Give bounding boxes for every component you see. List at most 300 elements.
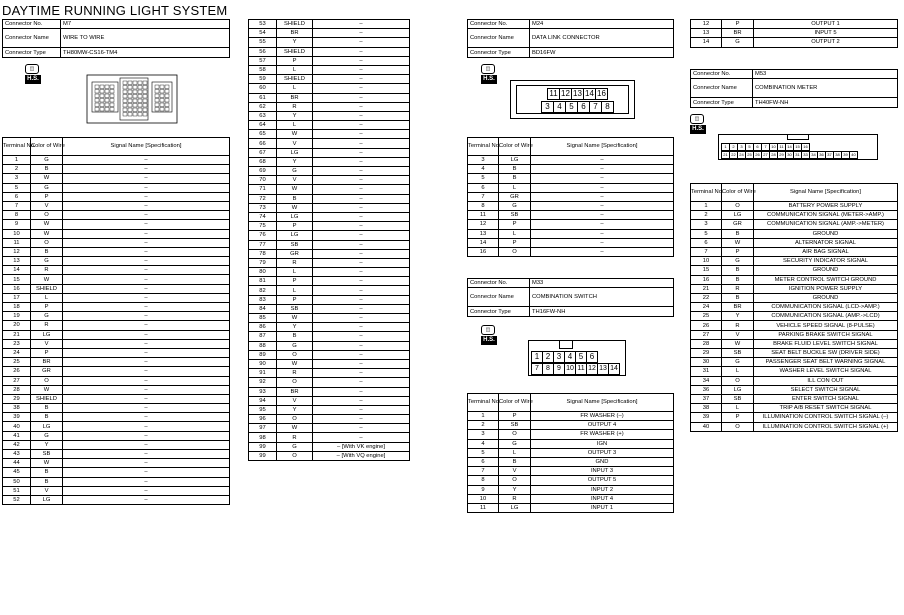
terminal-cell: 11 bbox=[3, 238, 31, 247]
terminal-cell: 29 bbox=[691, 349, 722, 358]
signal-cell: OUTPUT 5 bbox=[531, 476, 674, 485]
terminal-cell: 1 bbox=[468, 412, 499, 421]
table-row bbox=[3, 247, 230, 256]
signal-cell: – bbox=[63, 358, 230, 367]
terminal-cell: 37 bbox=[691, 394, 722, 403]
signal-cell: OUTPUT 4 bbox=[531, 421, 674, 430]
table-row bbox=[3, 404, 230, 413]
table-row bbox=[249, 350, 410, 359]
color-cell: BR bbox=[31, 358, 63, 367]
connector-pin: 3 bbox=[541, 101, 554, 113]
signal-cell: – bbox=[313, 387, 410, 396]
signal-cell: – bbox=[63, 348, 230, 357]
table-row bbox=[249, 249, 410, 258]
terminal-cell: 57 bbox=[249, 56, 277, 65]
signal-cell: – bbox=[63, 229, 230, 238]
signal-cell: ENTER SWITCH SIGNAL bbox=[754, 394, 898, 403]
label-connector-name: Connector Name bbox=[3, 29, 61, 48]
signal-cell: – bbox=[313, 29, 410, 38]
terminal-cell: 14 bbox=[468, 238, 499, 247]
connector-pin: 7 bbox=[531, 363, 543, 375]
terminal-cell: 6 bbox=[468, 457, 499, 466]
signal-cell: – bbox=[313, 249, 410, 258]
terminal-cell: 81 bbox=[249, 277, 277, 286]
table-row bbox=[691, 394, 898, 403]
table-row bbox=[249, 65, 410, 74]
connector-pin: 36 bbox=[817, 151, 826, 159]
connector-pin: 1 bbox=[721, 143, 730, 151]
signal-cell: – bbox=[531, 201, 674, 210]
table-row bbox=[249, 203, 410, 212]
color-cell: V bbox=[722, 330, 754, 339]
terminal-cell: 26 bbox=[691, 321, 722, 330]
connector-pin: 16 bbox=[595, 88, 608, 100]
connector-pin: 6 bbox=[586, 351, 598, 363]
terminal-table-m24 bbox=[467, 137, 674, 257]
color-cell: G bbox=[31, 431, 63, 440]
color-cell: R bbox=[31, 321, 63, 330]
signal-cell: – bbox=[63, 376, 230, 385]
terminal-cell: 12 bbox=[468, 220, 499, 229]
signal-cell: – bbox=[63, 486, 230, 495]
terminal-cell: 4 bbox=[468, 165, 499, 174]
signal-cell: – bbox=[313, 304, 410, 313]
terminal-cell: 75 bbox=[249, 222, 277, 231]
table-row bbox=[3, 211, 230, 220]
table-row bbox=[249, 415, 410, 424]
signal-cell: – bbox=[313, 130, 410, 139]
terminal-cell: 3 bbox=[468, 156, 499, 165]
terminal-cell: 89 bbox=[249, 350, 277, 359]
terminal-cell: 7 bbox=[691, 247, 722, 256]
connector-pin: 6 bbox=[753, 143, 762, 151]
terminal-cell: 5 bbox=[691, 229, 722, 238]
color-cell: G bbox=[277, 442, 313, 451]
color-cell: P bbox=[722, 247, 754, 256]
table-row bbox=[691, 220, 898, 229]
color-cell: Y bbox=[499, 485, 531, 494]
color-cell: L bbox=[277, 84, 313, 93]
signal-cell: – bbox=[313, 65, 410, 74]
hs-badge: ◫ H.S. bbox=[481, 64, 497, 84]
value-connector-type: BD16FW bbox=[530, 48, 674, 58]
signal-cell: – bbox=[313, 194, 410, 203]
table-row bbox=[468, 238, 674, 247]
color-cell: V bbox=[277, 176, 313, 185]
terminal-cell: 5 bbox=[468, 448, 499, 457]
terminal-table-m33 bbox=[467, 393, 674, 513]
color-cell: L bbox=[277, 268, 313, 277]
color-cell: W bbox=[277, 203, 313, 212]
value-connector-type: TH80MW-CS16-TM4 bbox=[61, 48, 230, 58]
color-cell: GR bbox=[499, 192, 531, 201]
terminal-cell: 74 bbox=[249, 212, 277, 221]
color-cell: G bbox=[31, 183, 63, 192]
connector-pin: 3 bbox=[737, 143, 746, 151]
table-row bbox=[3, 220, 230, 229]
signal-cell: – bbox=[313, 102, 410, 111]
connector-pin: 12 bbox=[586, 363, 598, 375]
color-cell: W bbox=[277, 314, 313, 323]
value-connector-no: M7 bbox=[61, 20, 230, 29]
terminal-cell: 8 bbox=[468, 476, 499, 485]
connector-pin: 11 bbox=[547, 88, 560, 100]
table-row bbox=[3, 183, 230, 192]
table-row bbox=[468, 485, 674, 494]
header-terminal: Terminal No. bbox=[468, 138, 499, 156]
color-cell: SB bbox=[277, 240, 313, 249]
color-cell: B bbox=[277, 194, 313, 203]
connector-pin: 40 bbox=[849, 151, 858, 159]
signal-cell: – bbox=[313, 93, 410, 102]
color-cell: LG bbox=[499, 503, 531, 512]
terminal-cell: 55 bbox=[249, 38, 277, 47]
signal-cell: – bbox=[63, 284, 230, 293]
signal-cell: – bbox=[313, 56, 410, 65]
color-cell: R bbox=[277, 433, 313, 442]
table-row bbox=[249, 268, 410, 277]
connector-pin: 38 bbox=[833, 151, 842, 159]
color-cell: O bbox=[722, 376, 754, 385]
signal-cell: ILLUMINATION CONTROL SWITCH SIGNAL (+) bbox=[754, 422, 898, 431]
color-cell: SB bbox=[277, 304, 313, 313]
connector-pin: 22 bbox=[729, 151, 738, 159]
color-cell: W bbox=[31, 459, 63, 468]
signal-cell: INPUT 2 bbox=[531, 485, 674, 494]
color-cell: BR bbox=[277, 93, 313, 102]
color-cell: B bbox=[277, 332, 313, 341]
color-cell: O bbox=[722, 202, 754, 211]
connector-pin: 6 bbox=[577, 101, 590, 113]
table-row bbox=[249, 424, 410, 433]
terminal-cell: 53 bbox=[249, 20, 277, 29]
table-row bbox=[468, 430, 674, 439]
terminal-cell: 51 bbox=[3, 486, 31, 495]
color-cell: GR bbox=[722, 220, 754, 229]
signal-cell: SELECT SWITCH SIGNAL bbox=[754, 385, 898, 394]
signal-cell: – [With VK engine] bbox=[313, 442, 410, 451]
connector-pin: 37 bbox=[825, 151, 834, 159]
table-row bbox=[3, 459, 230, 468]
terminal-cell: 99 bbox=[249, 442, 277, 451]
terminal-cell: 91 bbox=[249, 369, 277, 378]
terminal-cell: 41 bbox=[3, 431, 31, 440]
signal-cell: – bbox=[313, 396, 410, 405]
terminal-cell: 88 bbox=[249, 341, 277, 350]
terminal-cell: 5 bbox=[3, 183, 31, 192]
terminal-cell: 1 bbox=[691, 202, 722, 211]
terminal-table-m7-a bbox=[2, 137, 230, 505]
terminal-cell: 63 bbox=[249, 111, 277, 120]
terminal-cell: 30 bbox=[691, 358, 722, 367]
table-row bbox=[3, 431, 230, 440]
terminal-cell: 18 bbox=[3, 303, 31, 312]
signal-cell: BRAKE FLUID LEVEL SWITCH SIGNAL bbox=[754, 339, 898, 348]
signal-cell: IGNITION POWER SUPPLY bbox=[754, 284, 898, 293]
color-cell: B bbox=[499, 165, 531, 174]
header-color: Color of Wire bbox=[499, 394, 531, 412]
table-row bbox=[249, 222, 410, 231]
color-cell: GR bbox=[277, 249, 313, 258]
signal-cell: PASSENGER SEAT BELT WARNING SIGNAL bbox=[754, 358, 898, 367]
signal-cell: BATTERY POWER SUPPLY bbox=[754, 202, 898, 211]
header-signal: Signal Name [Specification] bbox=[531, 394, 674, 412]
color-cell: O bbox=[277, 415, 313, 424]
signal-cell: – bbox=[313, 231, 410, 240]
terminal-cell: 13 bbox=[3, 257, 31, 266]
connector-pin: 5 bbox=[565, 101, 578, 113]
signal-cell: – bbox=[63, 459, 230, 468]
table-row bbox=[249, 442, 410, 451]
connector-pin: 4 bbox=[564, 351, 576, 363]
table-row bbox=[3, 348, 230, 357]
color-cell: R bbox=[277, 369, 313, 378]
terminal-cell: 21 bbox=[691, 284, 722, 293]
value-connector-name: COMBINATION SWITCH bbox=[530, 288, 674, 307]
signal-cell: COMMUNICATION SIGNAL (LCD->AMP.) bbox=[754, 303, 898, 312]
signal-cell: – bbox=[313, 203, 410, 212]
table-row bbox=[249, 433, 410, 442]
table-row bbox=[691, 404, 898, 413]
connector-pin: 11 bbox=[777, 143, 786, 151]
table-row bbox=[691, 413, 898, 422]
signal-cell: – bbox=[63, 413, 230, 422]
terminal-cell: 23 bbox=[3, 339, 31, 348]
signal-cell: – bbox=[63, 468, 230, 477]
color-cell: P bbox=[31, 192, 63, 201]
label-connector-type: Connector Type bbox=[468, 307, 530, 317]
signal-cell: – bbox=[63, 367, 230, 376]
color-cell: W bbox=[277, 424, 313, 433]
terminal-cell: 12 bbox=[3, 247, 31, 256]
terminal-cell: 92 bbox=[249, 378, 277, 387]
color-cell: P bbox=[499, 412, 531, 421]
signal-cell: GROUND bbox=[754, 293, 898, 302]
signal-cell: – bbox=[313, 314, 410, 323]
color-cell: L bbox=[31, 293, 63, 302]
signal-cell: – bbox=[63, 201, 230, 210]
table-row bbox=[468, 174, 674, 183]
table-row bbox=[3, 165, 230, 174]
color-cell: SHIELD bbox=[277, 47, 313, 56]
signal-cell: – bbox=[313, 378, 410, 387]
header-color: Color of Wire bbox=[722, 184, 754, 202]
terminal-cell: 96 bbox=[249, 415, 277, 424]
label-connector-type: Connector Type bbox=[691, 98, 753, 108]
connector-face-m7 bbox=[86, 74, 178, 124]
terminal-cell: 24 bbox=[3, 348, 31, 357]
table-row bbox=[249, 396, 410, 405]
color-cell: LG bbox=[722, 211, 754, 220]
terminal-cell: 20 bbox=[3, 321, 31, 330]
color-cell: W bbox=[722, 339, 754, 348]
color-cell: B bbox=[31, 477, 63, 486]
table-row bbox=[3, 468, 230, 477]
connector-pin: 21 bbox=[721, 151, 730, 159]
color-cell: O bbox=[31, 376, 63, 385]
signal-cell: – bbox=[63, 303, 230, 312]
terminal-cell: 58 bbox=[249, 65, 277, 74]
table-row bbox=[249, 139, 410, 148]
terminal-cell: 99 bbox=[249, 451, 277, 460]
terminal-cell: 90 bbox=[249, 359, 277, 368]
signal-cell: IGN bbox=[531, 439, 674, 448]
label-connector-name: Connector Name bbox=[691, 79, 753, 98]
signal-cell: INPUT 3 bbox=[531, 467, 674, 476]
color-cell: V bbox=[31, 486, 63, 495]
table-row bbox=[249, 167, 410, 176]
signal-cell: – bbox=[63, 247, 230, 256]
table-row bbox=[468, 457, 674, 466]
table-row bbox=[249, 286, 410, 295]
header-terminal: Terminal No. bbox=[468, 394, 499, 412]
color-cell: V bbox=[277, 396, 313, 405]
table-row bbox=[468, 229, 674, 238]
signal-cell: FR WASHER (+) bbox=[531, 430, 674, 439]
table-row bbox=[468, 476, 674, 485]
color-cell: B bbox=[31, 165, 63, 174]
color-cell: L bbox=[722, 404, 754, 413]
table-row bbox=[691, 202, 898, 211]
signal-cell: – bbox=[313, 369, 410, 378]
color-cell: V bbox=[277, 139, 313, 148]
table-row bbox=[3, 312, 230, 321]
color-cell: B bbox=[722, 293, 754, 302]
signal-cell: – bbox=[63, 257, 230, 266]
table-row bbox=[3, 303, 230, 312]
signal-cell: – bbox=[313, 84, 410, 93]
color-cell: O bbox=[499, 430, 531, 439]
color-cell: G bbox=[31, 257, 63, 266]
value-connector-no: M33 bbox=[530, 279, 674, 288]
color-cell: BR bbox=[277, 387, 313, 396]
color-cell: SB bbox=[499, 421, 531, 430]
terminal-cell: 21 bbox=[3, 330, 31, 339]
table-row bbox=[468, 439, 674, 448]
color-cell: L bbox=[277, 286, 313, 295]
connector-pin: 16 bbox=[801, 143, 810, 151]
signal-cell: – bbox=[63, 183, 230, 192]
signal-cell: – bbox=[531, 183, 674, 192]
color-cell: LG bbox=[31, 330, 63, 339]
signal-cell: VEHICLE SPEED SIGNAL (8-PULSE) bbox=[754, 321, 898, 330]
table-row bbox=[249, 258, 410, 267]
signal-cell: – bbox=[313, 433, 410, 442]
terminal-table-m53 bbox=[690, 183, 898, 432]
signal-cell: – bbox=[63, 174, 230, 183]
table-row bbox=[468, 156, 674, 165]
terminal-cell: 7 bbox=[468, 467, 499, 476]
signal-cell: ILL CON OUT bbox=[754, 376, 898, 385]
table-row bbox=[691, 20, 898, 29]
color-cell: P bbox=[31, 303, 63, 312]
table-row bbox=[249, 231, 410, 240]
terminal-cell: 13 bbox=[468, 229, 499, 238]
terminal-table-m7-b bbox=[248, 19, 410, 461]
signal-cell: COMMUNICATION SIGNAL (AMP.->LCD) bbox=[754, 312, 898, 321]
color-cell: SHIELD bbox=[277, 20, 313, 29]
connector-pin: 25 bbox=[745, 151, 754, 159]
header-signal: Signal Name [Specification] bbox=[531, 138, 674, 156]
terminal-cell: 12 bbox=[691, 20, 722, 29]
terminal-table-m33-cont bbox=[690, 19, 898, 48]
signal-cell: – bbox=[63, 211, 230, 220]
color-cell: W bbox=[31, 220, 63, 229]
signal-cell: – bbox=[531, 211, 674, 220]
terminal-cell: 76 bbox=[249, 231, 277, 240]
hs-badge: ◫ H.S. bbox=[481, 325, 497, 345]
table-row bbox=[3, 275, 230, 284]
table-row bbox=[691, 257, 898, 266]
signal-cell: – bbox=[63, 266, 230, 275]
connector-pin: 10 bbox=[769, 143, 778, 151]
connector-pin: 28 bbox=[769, 151, 778, 159]
table-row bbox=[249, 378, 410, 387]
color-cell: L bbox=[722, 367, 754, 376]
table-row bbox=[468, 211, 674, 220]
signal-cell: – bbox=[63, 450, 230, 459]
terminal-cell: 85 bbox=[249, 314, 277, 323]
color-cell: Y bbox=[277, 405, 313, 414]
signal-cell: COMMUNICATION SIGNAL (METER->AMP.) bbox=[754, 211, 898, 220]
color-cell: P bbox=[499, 220, 531, 229]
label-connector-type: Connector Type bbox=[3, 48, 61, 58]
signal-cell: – bbox=[63, 431, 230, 440]
signal-cell: SECURITY INDICATOR SIGNAL bbox=[754, 257, 898, 266]
color-cell: B bbox=[31, 404, 63, 413]
signal-cell: – bbox=[313, 277, 410, 286]
table-row bbox=[3, 192, 230, 201]
color-cell: B bbox=[722, 229, 754, 238]
terminal-cell: 50 bbox=[3, 477, 31, 486]
color-cell: P bbox=[277, 295, 313, 304]
signal-cell: – bbox=[313, 212, 410, 221]
connector-info-m53 bbox=[690, 69, 898, 108]
table-row bbox=[249, 157, 410, 166]
color-cell: W bbox=[31, 275, 63, 284]
terminal-cell: 40 bbox=[691, 422, 722, 431]
terminal-cell: 52 bbox=[3, 495, 31, 504]
table-row bbox=[249, 212, 410, 221]
color-cell: R bbox=[499, 494, 531, 503]
value-connector-no: M24 bbox=[530, 20, 674, 29]
hs-badge: ◫ H.S. bbox=[25, 64, 41, 84]
color-cell: SHIELD bbox=[277, 75, 313, 84]
terminal-cell: 16 bbox=[468, 247, 499, 256]
connector-pin: 15 bbox=[793, 143, 802, 151]
terminal-cell: 66 bbox=[249, 139, 277, 148]
signal-cell: OUTPUT 1 bbox=[754, 20, 898, 29]
color-cell: BR bbox=[722, 303, 754, 312]
header-color: Color of Wire bbox=[31, 138, 63, 156]
connector-info-m33 bbox=[467, 278, 674, 317]
signal-cell: – bbox=[313, 139, 410, 148]
terminal-cell: 54 bbox=[249, 29, 277, 38]
signal-cell: – bbox=[531, 220, 674, 229]
signal-cell: METER CONTROL SWITCH GROUND bbox=[754, 275, 898, 284]
color-cell: LG bbox=[277, 212, 313, 221]
signal-cell: – bbox=[313, 121, 410, 130]
signal-cell: – bbox=[63, 275, 230, 284]
table-row bbox=[3, 238, 230, 247]
table-row bbox=[249, 176, 410, 185]
signal-cell: – bbox=[531, 247, 674, 256]
table-row bbox=[468, 247, 674, 256]
signal-cell: – bbox=[313, 295, 410, 304]
connector-pin: 8 bbox=[601, 101, 614, 113]
table-row bbox=[691, 330, 898, 339]
terminal-cell: 34 bbox=[691, 376, 722, 385]
